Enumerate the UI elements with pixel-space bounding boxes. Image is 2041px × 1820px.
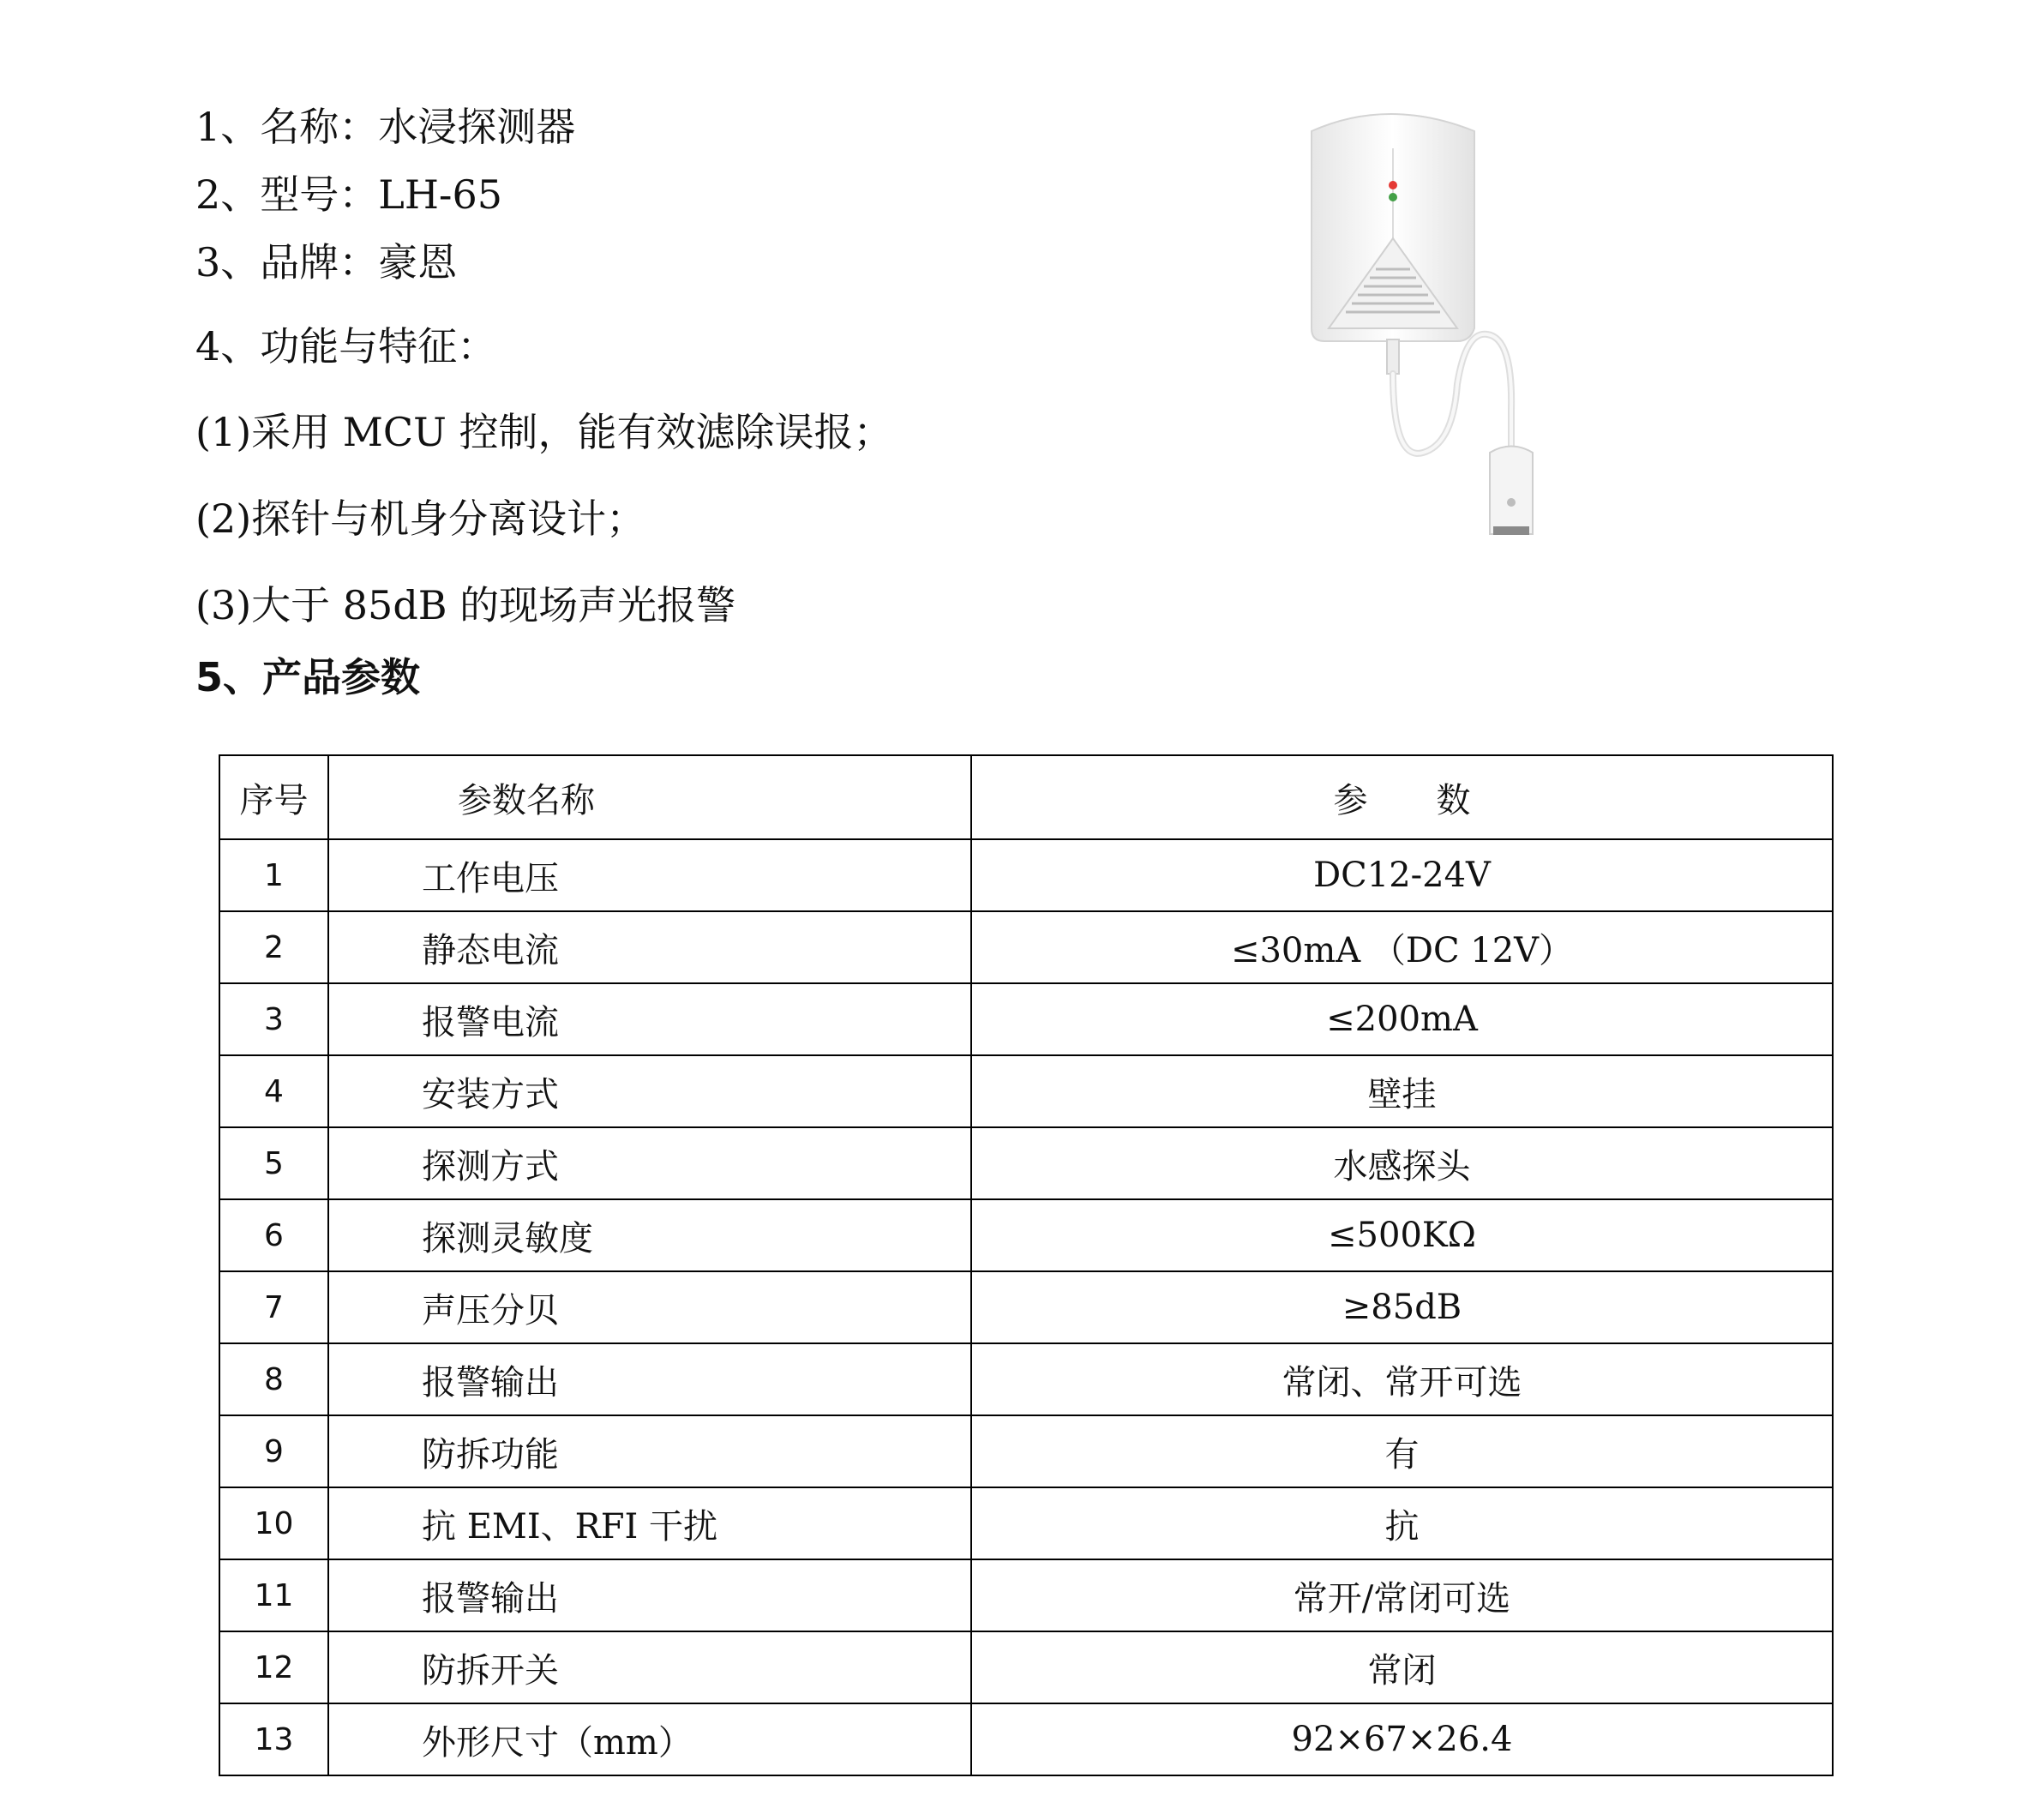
table-row [219,983,1833,1055]
row-param-name: 报警输出 [328,1559,971,1631]
row-index: 1 [219,839,328,911]
row-param-name: 安装方式 [328,1055,971,1127]
params-heading: 5、产品参数 [195,654,421,700]
led-red-icon [1389,181,1397,189]
row-param-value: 有 [971,1415,1833,1487]
row-index: 2 [219,911,328,983]
table-row [219,1199,1833,1271]
row-param-name: 静态电流 [328,911,971,983]
feature-item-3: (3)大于 85dB 的现场声光报警 [195,582,736,628]
row-param-value: 92×67×26.4 [971,1703,1833,1775]
table-row [219,1415,1833,1487]
row-param-value: 壁挂 [971,1055,1833,1127]
row-index: 5 [219,1127,328,1199]
table-row [219,839,1833,911]
table-row [219,1703,1833,1775]
row-index: 6 [219,1199,328,1271]
row-param-name: 工作电压 [328,839,971,911]
row-param-value: 常开/常闭可选 [971,1559,1833,1631]
row-param-value: ≥85dB [971,1271,1833,1343]
feature-item-2: (2)探针与机身分离设计； [195,496,646,542]
row-param-value: ≤200mA [971,983,1833,1055]
row-param-name: 防拆功能 [328,1415,971,1487]
feature-item-1: (1)采用 MCU 控制，能有效滤除误报； [195,409,893,455]
row-param-value: DC12-24V [971,839,1833,911]
row-param-value: 水感探头 [971,1127,1833,1199]
row-index: 9 [219,1415,328,1487]
row-param-name: 外形尺寸（mm） [328,1703,971,1775]
row-param-name: 声压分贝 [328,1271,971,1343]
row-param-value: 常闭 [971,1631,1833,1703]
led-green-icon [1389,193,1397,201]
table-row [219,1631,1833,1703]
row-index: 10 [219,1487,328,1559]
table-row [219,1343,1833,1415]
row-index: 8 [219,1343,328,1415]
row-index: 7 [219,1271,328,1343]
row-param-value: ≤30mA （DC 12V） [971,911,1833,983]
row-index: 11 [219,1559,328,1631]
params-table [219,754,1834,1776]
model-line: 2、型号：LH-65 [195,171,503,218]
row-param-name: 探测方式 [328,1127,971,1199]
row-index: 3 [219,983,328,1055]
row-param-name: 报警电流 [328,983,971,1055]
features-heading: 4、功能与特征： [195,323,497,369]
row-index: 12 [219,1631,328,1703]
row-index: 4 [219,1055,328,1127]
row-param-value: 常闭、常开可选 [971,1343,1833,1415]
row-index: 13 [219,1703,328,1775]
table-row [219,1487,1833,1559]
row-param-name: 报警输出 [328,1343,971,1415]
brand-line: 3、品牌：豪恩 [195,239,458,285]
table-row [219,1271,1833,1343]
row-param-value: ≤500KΩ [971,1199,1833,1271]
product-name-line: 1、名称：水浸探测器 [195,104,576,150]
header-param-name: 参数名称 [328,755,971,839]
row-param-value: 抗 [971,1487,1833,1559]
row-param-name: 探测灵敏度 [328,1199,971,1271]
header-param-value: 参 数 [971,755,1833,839]
water-detector-image [1303,101,1560,547]
header-index: 序号 [219,755,328,839]
row-param-name: 抗 EMI、RFI 干扰 [328,1487,971,1559]
table-row [219,1559,1833,1631]
row-param-name: 防拆开关 [328,1631,971,1703]
table-row [219,1055,1833,1127]
table-row [219,1127,1833,1199]
table-row [219,911,1833,983]
table-header-row [219,755,1833,839]
